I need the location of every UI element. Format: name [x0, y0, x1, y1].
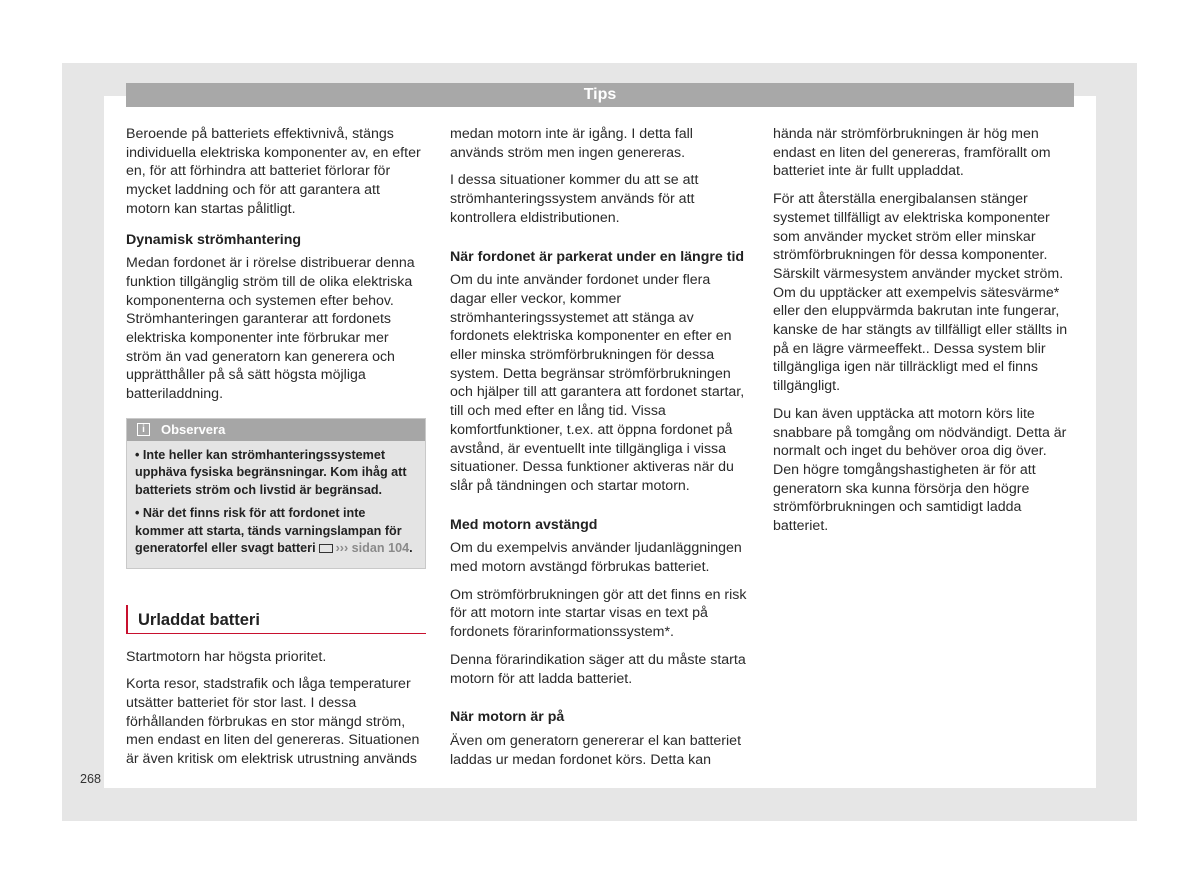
page-reference-link[interactable]	[336, 541, 410, 555]
paragraph: Denna förarindikation säger att du måste starta motorn för att ladda batteriet.	[450, 651, 746, 687]
paragraph: medan motorn inte är igång. I detta fall används ström men ingen genereras.	[450, 126, 693, 161]
notice-box	[126, 418, 426, 569]
paragraph: Du kan även upptäcka att motorn körs lite snabbare på tomgång om nödvändigt. Detta är normalt och inget du behöver oroa dig över. Den högre tomgångshastigheten är för att generatorn ska kunna försörja den högre strömförbrukningen och samtidigt ladda batteriet.	[773, 405, 1067, 535]
engine-on-heading: När motorn är på	[450, 709, 565, 726]
notice-title: Observera	[161, 421, 226, 437]
dynamic-power-paragraph: Medan fordonet är i rörelse distribuerar denna funktion tillgänglig ström till de olika elektriska komponenterna och systemen efter behov. Strömhanteringen garanterar att fordonets elektriska komponenter inte förbrukar mer ström än vad generatorn kan generera och upprätthåller på så sätt högsta möjliga batteriladdning.	[126, 255, 415, 403]
notice-header	[127, 419, 425, 441]
notice-item-text: När det finns risk för att fordonet inte kommer att starta, tänds varningslampan för generatorfel eller svagt batteri	[135, 506, 402, 556]
section-paragraph: Korta resor, stadstrafik och låga temperaturer utsätter batteriet för stor last. I dessa förhållanden förbrukas en stor mängd ström, men endast en liten del genereras. Situationen är även kritisk om elektrisk utrustning används	[126, 676, 420, 768]
parked-heading: När fordonet är parkerat under en längre tid	[450, 248, 745, 265]
notice-item: • Inte heller kan strömhanteringssystemet upphäva fysiska begränsningar. Kom ihåg att batteriets ström och livstid är begränsad.	[135, 447, 407, 497]
section-spacer	[126, 634, 426, 648]
column-1	[126, 125, 426, 778]
page-number: 268	[80, 772, 102, 786]
paragraph: Om strömförbrukningen gör att det finns en risk för att motorn inte startar visas en text på fordonets förarinformationssystem*.	[450, 586, 747, 641]
section-title: Urladdat batteri	[126, 605, 426, 634]
column-3	[773, 125, 1073, 545]
paragraph: Om du exempelvis använder ljudanläggningen med motorn avstängd förbrukas batteriet.	[450, 540, 742, 576]
notice-item: • När det finns risk för att fordonet inte kommer att starta, tänds varningslampan för generatorfel eller svagt batteri ››› sidan 104.	[135, 506, 413, 556]
paragraph: hända när strömförbrukningen är hög men endast en liten del genereras, framförallt om batteriet inte är fullt uppladdat.	[773, 126, 1051, 180]
info-icon: i	[137, 423, 150, 436]
column-2	[450, 125, 750, 778]
paragraph: Även om generatorn genererar el kan batteriet laddas ur medan fordonet körs. Detta kan	[450, 732, 742, 768]
notice-item-text: Inte heller kan strömhanteringssystemet upphäva fysiska begränsningar. Kom ihåg att batteriets ström och livstid är begränsad.	[135, 447, 407, 497]
paragraph: Om du inte använder fordonet under flera dagar eller veckor, kommer strömhanteringssystemet att stänga av fordonets elektriska komponenter en efter en eller minska strömförbrukningen för dessa system. Detta begränsar strömförbrukningen och hjälper till att garantera att fordonet startar, till och med efter en lång tid. Vissa komfortfunktioner, t.ex. att öppna fordonet på avstånd, är eventuellt inte tillgängliga i vissa situationer. Dessa funktioner aktiveras när du slår på tändningen och startar motorn.	[450, 272, 745, 494]
dynamic-power-heading: Dynamisk strömhantering	[126, 231, 302, 248]
notice-item-end: .	[409, 541, 413, 556]
engine-off-heading: Med motorn avstängd	[450, 516, 598, 533]
page-reference-text: sidan 104	[351, 541, 410, 556]
paragraph: För att återställa energibalansen stänger systemet tillfälligt av elektriska komponenter som använder mycket ström eller minskar strömförbrukningen för dessa komponenter. Särskilt värmesystem använder mycket ström. Om du upptäcker att exempelvis sätesvärme* eller den eluppvärmda bakrutan inte fungerar, kanske de har stängts av tillfälligt eller ställts in på en lägre värmeeffekt.. Dessa system blir tillgängliga igen när tillräckligt med el finns tillgängligt.	[773, 191, 1068, 395]
intro-paragraph: Beroende på batteriets effektivnivå, stängs individuella elektriska komponenter av, en efter en, för att förhindra att batteriet förlorar för mycket laddning och för att garantera att motorn kan startas pålitligt.	[126, 126, 421, 217]
notice-body	[127, 441, 425, 568]
paragraph: I dessa situationer kommer du att se att strömhanteringssystem används för att kontrollera eldistributionen.	[450, 172, 699, 226]
page-reference-arrows: ›››	[335, 541, 349, 556]
battery-icon	[319, 544, 333, 553]
section-paragraph: Startmotorn har högsta prioritet.	[126, 648, 327, 665]
section-header-bar: Tips	[126, 83, 1074, 107]
